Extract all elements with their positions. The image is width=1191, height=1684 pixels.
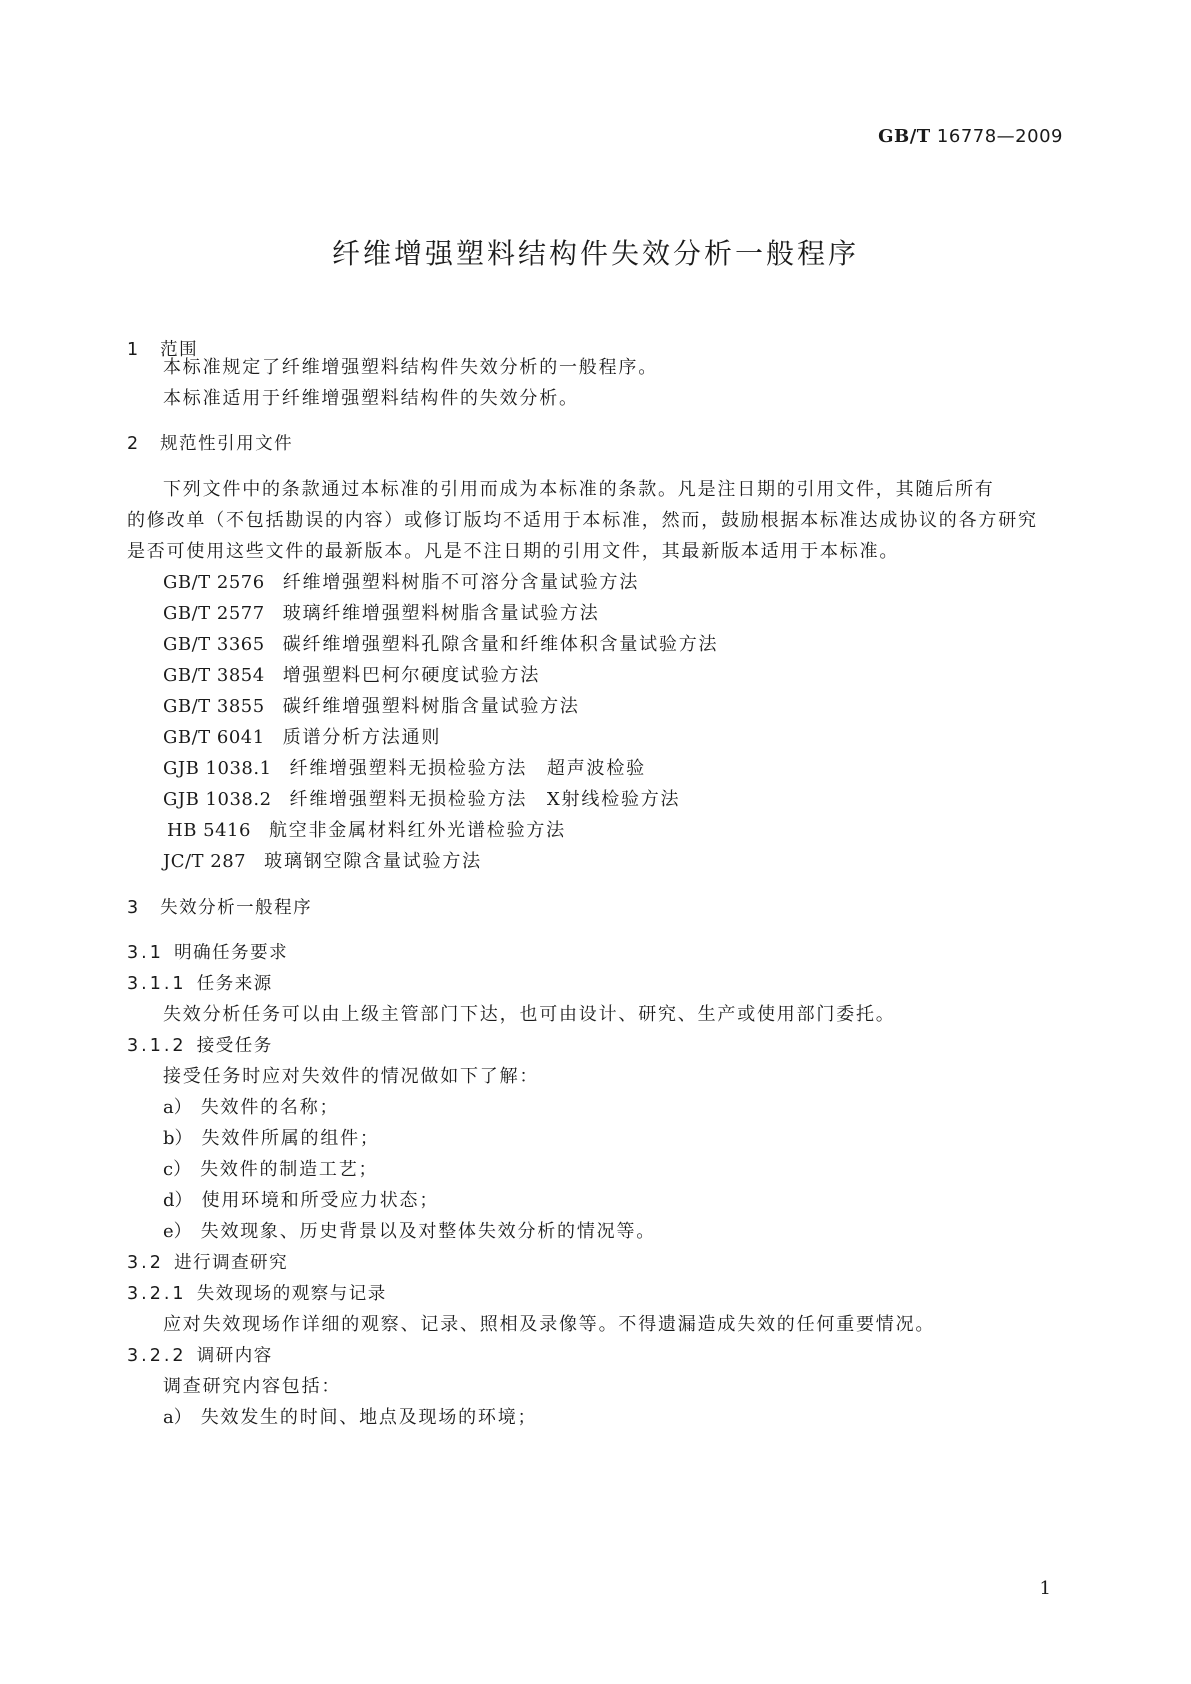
reference-entry: [163, 695, 580, 719]
reference-code: HB 5416: [167, 820, 251, 841]
reference-entry: [163, 788, 680, 812]
subsection-heading-3-2: 3.2 进行调查研究: [127, 1253, 289, 1273]
list-item-text: 失效现象、历史背景以及对整体失效分析的情况等。: [200, 1221, 657, 1242]
reference-entry: [163, 850, 482, 874]
document-title: 纤维增强塑料结构件失效分析一般程序: [331, 237, 859, 270]
reference-title: 纤维增强塑料无损检验方法 X射线检验方法: [289, 789, 681, 810]
list-item-label: c）: [163, 1159, 192, 1180]
reference-entry: [163, 602, 600, 626]
subsection-heading-3-2-1: 3.2.1 失效现场的观察与记录: [127, 1284, 387, 1304]
list-item-label: d）: [163, 1190, 193, 1211]
list-item-label: e）: [163, 1221, 192, 1242]
list-item-text: 失效件的制造工艺；: [200, 1159, 379, 1180]
reference-title: 纤维增强塑料树脂不可溶分含量试验方法: [282, 572, 640, 593]
reference-title: 玻璃纤维增强塑料树脂含量试验方法: [282, 603, 600, 624]
reference-title: 增强塑料巴柯尔硬度试验方法: [282, 665, 541, 686]
paragraph: 本标准规定了纤维增强塑料结构件失效分析的一般程序。: [163, 357, 658, 378]
list-item: [163, 1220, 656, 1244]
list-item: [163, 1406, 537, 1430]
subsection-heading-3-1-2: 3.1.2 接受任务: [127, 1036, 273, 1056]
reference-code: GB/T 6041: [163, 727, 265, 748]
reference-entry: [163, 571, 639, 595]
list-item-label: b）: [163, 1128, 193, 1149]
list-item: [163, 1189, 439, 1213]
page-number: 1: [1039, 1578, 1051, 1599]
section-heading-3: 3 失效分析一般程序: [127, 898, 313, 918]
paragraph: 调查研究内容包括：: [163, 1376, 342, 1397]
reference-title: 航空非金属材料红外光谱检验方法: [268, 820, 566, 841]
section-heading-2: 2 规范性引用文件: [127, 434, 294, 454]
reference-code: GJB 1038.1: [163, 758, 272, 779]
reference-title: 玻璃钢空隙含量试验方法: [264, 851, 482, 872]
reference-entry: [163, 757, 646, 781]
list-item-text: 失效发生的时间、地点及现场的环境；: [200, 1407, 538, 1428]
paragraph-line: 是否可使用这些文件的最新版本。凡是不注日期的引用文件，其最新版本适用于本标准。: [127, 541, 900, 562]
reference-title: 纤维增强塑料无损检验方法 超声波检验: [289, 758, 646, 779]
page-header: [878, 126, 1063, 147]
list-item-label: a）: [163, 1407, 192, 1428]
list-item: [163, 1158, 378, 1182]
paragraph: 失效分析任务可以由上级主管部门下达，也可由设计、研究、生产或使用部门委托。: [163, 1004, 896, 1025]
reference-code: GB/T 2576: [163, 572, 265, 593]
list-item: [163, 1127, 380, 1151]
standard-prefix: GB/T: [878, 126, 931, 147]
reference-code: GB/T 3855: [163, 696, 265, 717]
reference-title: 碳纤维增强塑料孔隙含量和纤维体积含量试验方法: [282, 634, 719, 655]
reference-entry: [163, 633, 718, 657]
reference-code: GB/T 3365: [163, 634, 265, 655]
list-item: [163, 1096, 339, 1120]
reference-code: GB/T 3854: [163, 665, 265, 686]
paragraph-line: 的修改单（不包括勘误的内容）或修订版均不适用于本标准，然而，鼓励根据本标准达成协议的各方研究: [127, 510, 1038, 531]
standard-number: 16778—2009: [936, 126, 1063, 147]
subsection-heading-3-1: 3.1 明确任务要求: [127, 943, 289, 963]
subsection-heading-3-2-2: 3.2.2 调研内容: [127, 1346, 273, 1366]
list-item-text: 失效件所属的组件；: [201, 1128, 380, 1149]
paragraph: 接受任务时应对失效件的情况做如下了解：: [163, 1066, 540, 1087]
reference-title: 碳纤维增强塑料树脂含量试验方法: [282, 696, 580, 717]
paragraph: 应对失效现场作详细的观察、记录、照相及录像等。不得遗漏造成失效的任何重要情况。: [163, 1314, 936, 1335]
reference-code: JC/T 287: [163, 851, 247, 872]
list-item-text: 使用环境和所受应力状态；: [201, 1190, 440, 1211]
paragraph-line: 下列文件中的条款通过本标准的引用而成为本标准的条款。凡是注日期的引用文件，其随后所有: [163, 479, 995, 500]
subsection-heading-3-1-1: 3.1.1 任务来源: [127, 974, 273, 994]
list-item-text: 失效件的名称；: [200, 1097, 340, 1118]
list-item-label: a）: [163, 1097, 192, 1118]
reference-entry: [163, 664, 540, 688]
reference-entry: [167, 819, 566, 843]
paragraph: 本标准适用于纤维增强塑料结构件的失效分析。: [163, 388, 579, 409]
section-heading-1: 1 范围: [127, 340, 199, 360]
reference-code: GJB 1038.2: [163, 789, 272, 810]
reference-entry: [163, 726, 441, 750]
reference-title: 质谱分析方法通则: [282, 727, 442, 748]
reference-code: GB/T 2577: [163, 603, 265, 624]
